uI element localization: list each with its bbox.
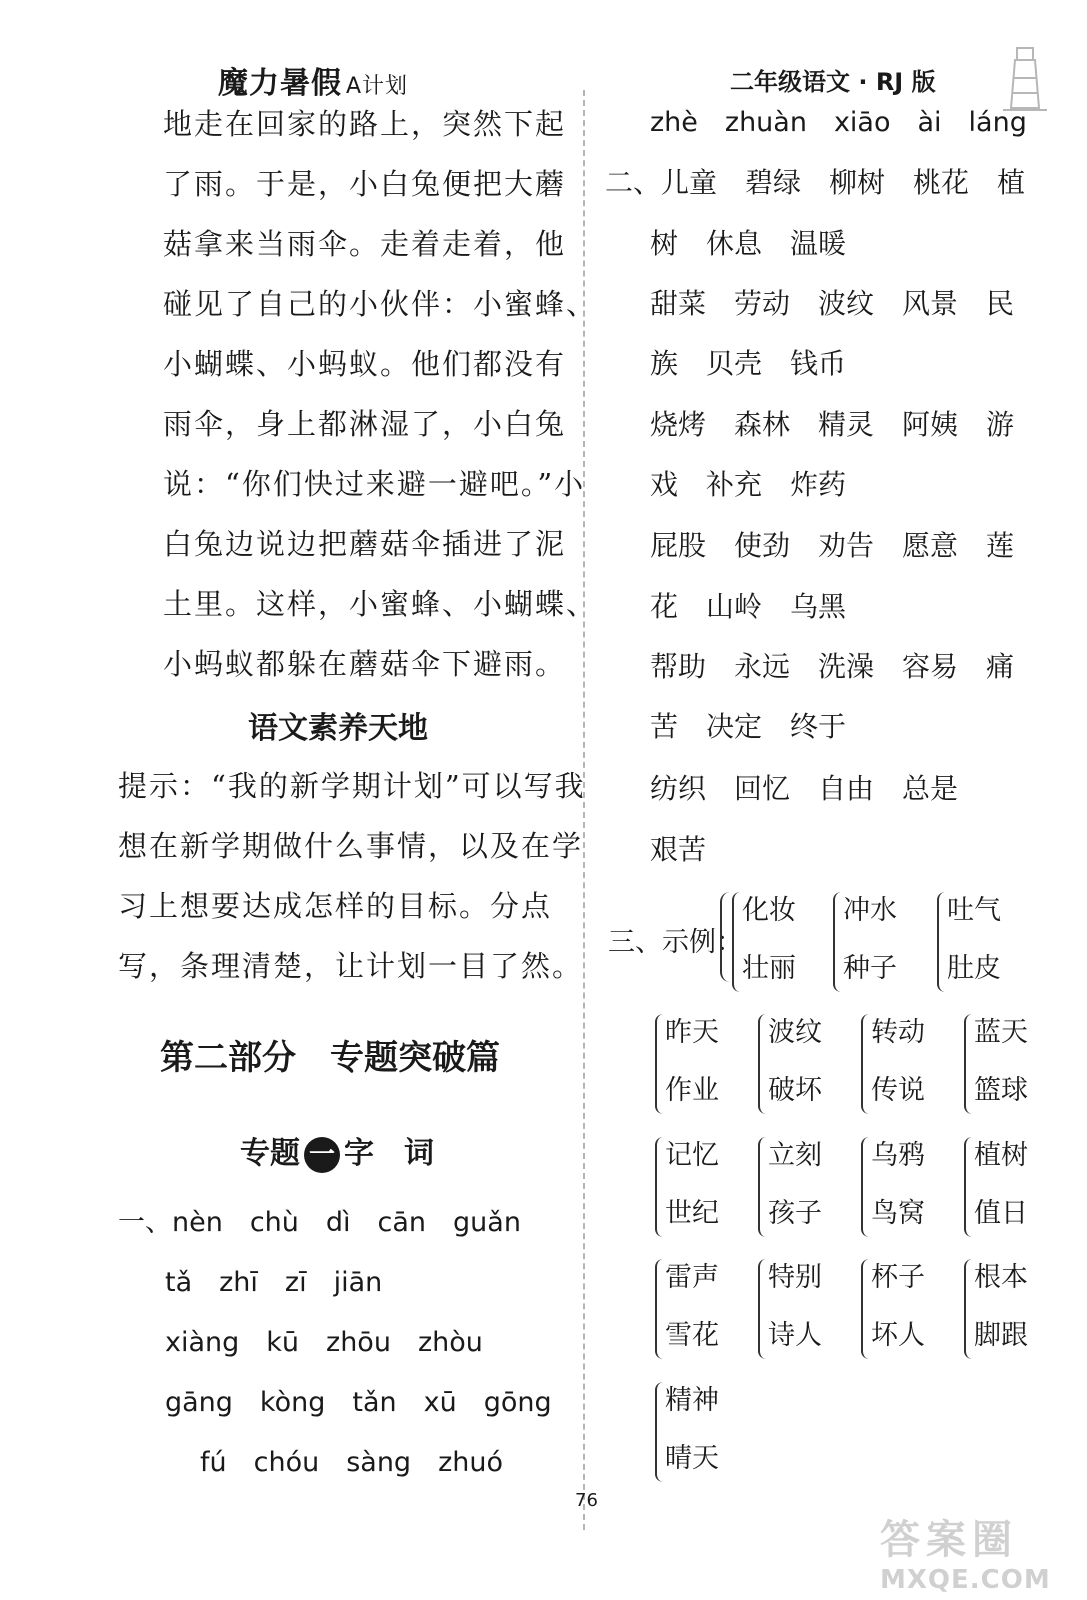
word-pair-group [964, 1133, 1054, 1243]
word-pair-first: 立刻 [768, 1140, 822, 1171]
word-pair-first: 吐气 [947, 895, 1001, 926]
word-pair-second: 世纪 [665, 1198, 719, 1229]
watermark-url: MXQE.COM [880, 1565, 1051, 1595]
word-line: 族 贝壳 钱币 [650, 347, 847, 380]
pinyin-line: zhè zhuàn xiāo ài láng [650, 107, 1027, 138]
word-pair-group [655, 1378, 745, 1488]
brace [655, 1137, 665, 1237]
word-pair-group [833, 888, 923, 998]
grade-subject-label: 二年级语文 · RJ 版 [730, 68, 936, 96]
word-pair-second: 脚跟 [974, 1320, 1028, 1351]
word-line: 烧烤 森林 精灵 阿姨 游 [650, 408, 1015, 441]
word-pair-second: 壮丽 [742, 953, 796, 984]
tip-line: 写，条理清楚，让计划一目了然。 [118, 949, 584, 983]
word-pair-group [758, 1133, 848, 1243]
word-pair-group [937, 888, 1027, 998]
word-line: 甜菜 劳动 波纹 风景 民 [650, 287, 1015, 320]
word-pair-group [964, 1010, 1054, 1120]
word-pair-second: 诗人 [768, 1320, 822, 1351]
word-pair-group [758, 1255, 848, 1365]
book-title-sub: A计划 [346, 74, 409, 99]
brace [655, 1014, 665, 1114]
word-line: 纺织 回忆 自由 总是 [650, 772, 959, 805]
story-line: 白兔边说边把蘑菇伞插进了泥 [163, 527, 567, 561]
word-pair-group [655, 1010, 745, 1120]
story-line: 小蝴蝶、小蚂蚁。他们都没有 [163, 347, 567, 381]
story-line: 雨伞，身上都淋湿了，小白兔 [163, 407, 567, 441]
word-pair-first: 记忆 [665, 1140, 719, 1171]
word-pair-second: 雪花 [665, 1320, 719, 1351]
tip-line: 习上想要达成怎样的目标。分点 [118, 889, 553, 923]
brace [964, 1259, 974, 1359]
word-line: 艰苦 [650, 833, 707, 866]
topic-suffix: 字 词 [344, 1136, 434, 1171]
story-line: 说：“你们快过来避一避吧。”小 [163, 467, 586, 501]
word-pair-first: 特别 [768, 1262, 822, 1293]
word-line: 苦 决定 终于 [650, 710, 847, 743]
brace [758, 1259, 768, 1359]
word-pair-second: 传说 [871, 1075, 925, 1106]
word-pair-first: 乌鸦 [871, 1140, 925, 1171]
word-pair-group [964, 1255, 1054, 1365]
word-pair-second: 种子 [843, 953, 897, 984]
word-pair-first: 冲水 [843, 895, 897, 926]
word-pair-first: 转动 [871, 1017, 925, 1048]
pinyin-line: fú chóu sàng zhuó [200, 1447, 503, 1478]
word-pair-second: 破坏 [768, 1075, 822, 1106]
brace [964, 1137, 974, 1237]
pinyin-line: gāng kòng tǎn xū gōng [165, 1387, 552, 1418]
page-number: 76 [575, 1490, 598, 1511]
word-pair-second: 鸟窝 [871, 1198, 925, 1229]
word-pair-first: 根本 [974, 1262, 1028, 1293]
word-line: 花 山岭 乌黑 [650, 590, 847, 623]
word-line: 戏 补充 炸药 [650, 468, 847, 501]
watermark-logo-text: 答案圈 [880, 1517, 1018, 1563]
word-pair-second: 坏人 [871, 1320, 925, 1351]
word-line: 树 休息 温暖 [650, 227, 847, 260]
brace [861, 1259, 871, 1359]
tip-line: 提示：“我的新学期计划”可以写我 [118, 769, 586, 803]
brace [861, 1137, 871, 1237]
topic-prefix: 专题 [240, 1136, 300, 1171]
site-watermark [880, 1508, 1070, 1593]
pinyin-line: xiàng kū zhōu zhòu [165, 1327, 483, 1358]
story-line: 碰见了自己的小伙伴：小蜜蜂、 [163, 287, 598, 321]
word-pair-first: 杯子 [871, 1262, 925, 1293]
story-line: 了雨。于是，小白兔便把大蘑 [163, 167, 567, 201]
word-pair-group [861, 1255, 951, 1365]
brace [655, 1382, 665, 1482]
pinyin-line: 一、nèn chù dì cān guǎn [118, 1207, 521, 1238]
brace [758, 1014, 768, 1114]
word-pair-second: 值日 [974, 1198, 1028, 1229]
word-pair-first: 雷声 [665, 1262, 719, 1293]
word-pair-group [655, 1133, 745, 1243]
example-label: 三、示例： [608, 927, 743, 958]
word-pair-group [861, 1010, 951, 1120]
word-pair-first: 化妆 [742, 895, 796, 926]
brace [732, 892, 742, 992]
brace [964, 1014, 974, 1114]
word-pair-first: 昨天 [665, 1017, 719, 1048]
part-title: 第二部分 专题突破篇 [160, 1038, 500, 1078]
brace [758, 1137, 768, 1237]
word-pair-first: 波纹 [768, 1017, 822, 1048]
section-title: 语文素养天地 [248, 711, 428, 746]
word-pair-group [861, 1133, 951, 1243]
tip-line: 想在新学期做什么事情，以及在学 [118, 829, 584, 863]
brace [937, 892, 947, 992]
word-pair-first: 精神 [665, 1385, 719, 1416]
topic-heading [240, 1128, 434, 1173]
word-pair-second: 肚皮 [947, 953, 1001, 984]
brace [833, 892, 843, 992]
pinyin-line: tǎ zhī zī jiān [165, 1267, 383, 1298]
story-line: 地走在回家的路上，突然下起 [163, 107, 567, 141]
word-line: 帮助 永远 洗澡 容易 痛 [650, 650, 1015, 683]
topic-number-badge: 一 [304, 1137, 340, 1173]
book-title-main: 魔力暑假 [218, 66, 342, 101]
word-line: 二、儿童 碧绿 柳树 桃花 植 [605, 166, 1026, 199]
word-pair-second: 作业 [665, 1075, 719, 1106]
word-pair-second: 篮球 [974, 1075, 1028, 1106]
story-line: 小蚂蚁都躲在蘑菇伞下避雨。 [163, 647, 567, 681]
word-pair-group [758, 1010, 848, 1120]
story-line: 菇拿来当雨伞。走着走着，他 [163, 227, 567, 261]
word-pair-second: 孩子 [768, 1198, 822, 1229]
example-brace [720, 892, 732, 982]
book-title [218, 58, 408, 102]
word-pair-second: 晴天 [665, 1443, 719, 1474]
word-pair-group [655, 1255, 745, 1365]
story-line: 土里。这样，小蜜蜂、小蝴蝶、 [163, 587, 598, 621]
brace [861, 1014, 871, 1114]
word-line: 屁股 使劲 劝告 愿意 莲 [650, 529, 1015, 562]
brace [655, 1259, 665, 1359]
word-pair-group [732, 888, 822, 998]
word-pair-first: 植树 [974, 1140, 1028, 1171]
word-pair-first: 蓝天 [974, 1017, 1028, 1048]
